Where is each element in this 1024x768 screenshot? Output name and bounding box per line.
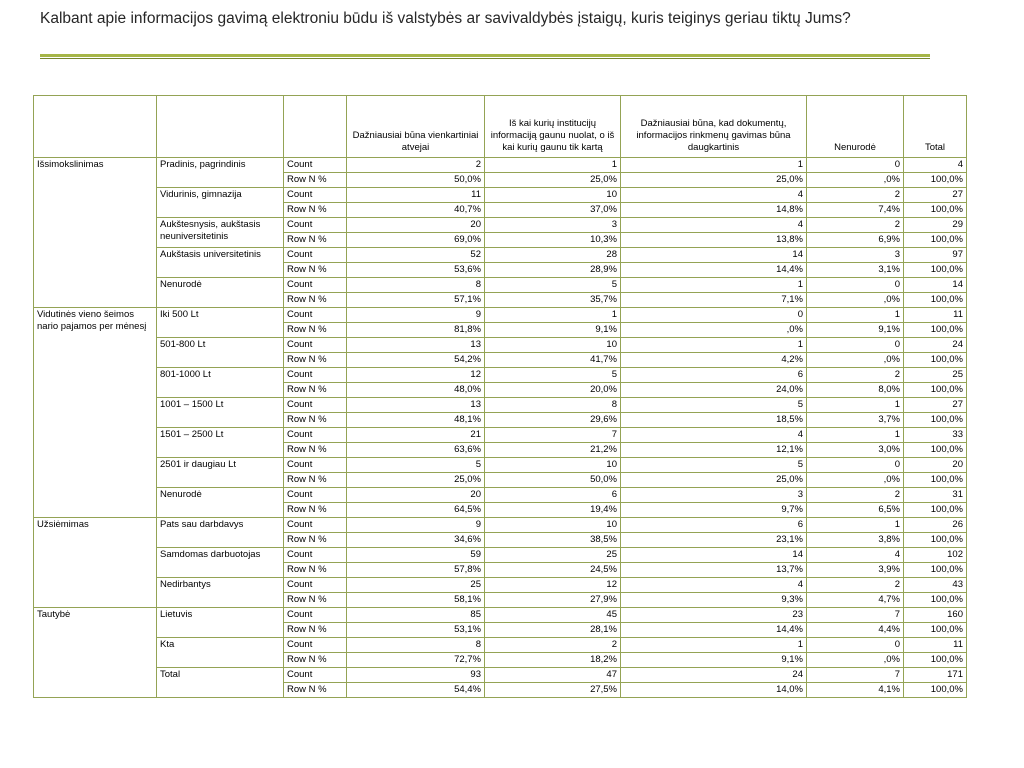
category-cell: Aukštesnysis, aukštasis neuniversitetinis <box>157 218 284 248</box>
measure-cell: Row N % <box>284 653 347 668</box>
value-cell: 4 <box>904 158 967 173</box>
category-cell: Iki 500 Lt <box>157 308 284 338</box>
table-row <box>34 668 967 683</box>
measure-cell: Row N % <box>284 683 347 698</box>
value-cell: 9 <box>347 518 485 533</box>
value-cell: 0 <box>807 458 904 473</box>
value-cell: 2 <box>347 158 485 173</box>
value-cell: 12 <box>347 368 485 383</box>
value-cell: 4 <box>621 188 807 203</box>
value-cell: 6 <box>621 518 807 533</box>
value-cell: 20 <box>347 218 485 233</box>
value-cell: ,0% <box>807 653 904 668</box>
value-cell: 3,8% <box>807 533 904 548</box>
col-header-nenurode: Nenurodė <box>807 96 904 158</box>
value-cell: 1 <box>621 338 807 353</box>
value-cell: 25,0% <box>347 473 485 488</box>
value-cell: 14 <box>904 278 967 293</box>
value-cell: 59 <box>347 548 485 563</box>
category-cell: 501-800 Lt <box>157 338 284 368</box>
value-cell: 23 <box>621 608 807 623</box>
value-cell: 6,5% <box>807 503 904 518</box>
value-cell: 10 <box>485 518 621 533</box>
value-cell: 100,0% <box>904 173 967 188</box>
value-cell: 1 <box>807 428 904 443</box>
value-cell: 27,5% <box>485 683 621 698</box>
measure-cell: Count <box>284 518 347 533</box>
measure-cell: Count <box>284 398 347 413</box>
table-row <box>34 308 967 323</box>
category-cell: Samdomas darbuotojas <box>157 548 284 578</box>
value-cell: 160 <box>904 608 967 623</box>
value-cell: 25 <box>904 368 967 383</box>
value-cell: 10 <box>485 338 621 353</box>
value-cell: 171 <box>904 668 967 683</box>
measure-cell: Row N % <box>284 563 347 578</box>
value-cell: 100,0% <box>904 503 967 518</box>
value-cell: 2 <box>807 188 904 203</box>
measure-cell: Row N % <box>284 233 347 248</box>
category-cell: Vidurinis, gimnazija <box>157 188 284 218</box>
value-cell: 37,0% <box>485 203 621 218</box>
value-cell: 5 <box>347 458 485 473</box>
value-cell: 8 <box>347 278 485 293</box>
value-cell: 9,3% <box>621 593 807 608</box>
value-cell: 2 <box>485 638 621 653</box>
measure-cell: Count <box>284 188 347 203</box>
value-cell: 54,4% <box>347 683 485 698</box>
value-cell: 100,0% <box>904 293 967 308</box>
value-cell: 27 <box>904 188 967 203</box>
value-cell: 11 <box>904 308 967 323</box>
table-row <box>34 278 967 293</box>
measure-cell: Count <box>284 548 347 563</box>
value-cell: 28,1% <box>485 623 621 638</box>
value-cell: 100,0% <box>904 353 967 368</box>
col-header-some-institutions: Iš kai kurių institucijų informaciją gaunu nuolat, o iš kai kurių gaunu tik kartą <box>485 96 621 158</box>
group-cell: Išsimokslinimas <box>34 158 157 308</box>
value-cell: 100,0% <box>904 533 967 548</box>
value-cell: 57,8% <box>347 563 485 578</box>
table-row <box>34 578 967 593</box>
value-cell: 4,2% <box>621 353 807 368</box>
measure-cell: Count <box>284 608 347 623</box>
value-cell: 3,0% <box>807 443 904 458</box>
value-cell: 21,2% <box>485 443 621 458</box>
measure-cell: Count <box>284 638 347 653</box>
value-cell: 18,2% <box>485 653 621 668</box>
slide-title: Kalbant apie informacijos gavimą elektroniu būdu iš valstybės ar savivaldybės įstaigų, kuris teiginys geriau tiktų Jums? <box>40 10 851 27</box>
value-cell: 9,7% <box>621 503 807 518</box>
value-cell: 13,7% <box>621 563 807 578</box>
value-cell: 20 <box>904 458 967 473</box>
value-cell: 33 <box>904 428 967 443</box>
table-row <box>34 368 967 383</box>
value-cell: 3 <box>807 248 904 263</box>
value-cell: 20,0% <box>485 383 621 398</box>
col-header-group <box>34 96 157 158</box>
value-cell: 8 <box>485 398 621 413</box>
category-cell: Pradinis, pagrindinis <box>157 158 284 188</box>
measure-cell: Count <box>284 458 347 473</box>
value-cell: 24,0% <box>621 383 807 398</box>
value-cell: 100,0% <box>904 593 967 608</box>
value-cell: 47 <box>485 668 621 683</box>
value-cell: 26 <box>904 518 967 533</box>
measure-cell: Row N % <box>284 443 347 458</box>
category-cell: Nedirbantys <box>157 578 284 608</box>
measure-cell: Row N % <box>284 353 347 368</box>
col-header-multiple: Dažniausiai būna, kad dokumentų, informacijos rinkmenų gavimas būna daugkartinis <box>621 96 807 158</box>
measure-cell: Row N % <box>284 533 347 548</box>
value-cell: 24 <box>621 668 807 683</box>
measure-cell: Row N % <box>284 203 347 218</box>
value-cell: 53,6% <box>347 263 485 278</box>
value-cell: 14,4% <box>621 263 807 278</box>
value-cell: 21 <box>347 428 485 443</box>
measure-cell: Count <box>284 368 347 383</box>
value-cell: 28,9% <box>485 263 621 278</box>
col-header-total: Total <box>904 96 967 158</box>
value-cell: 2 <box>807 368 904 383</box>
value-cell: 93 <box>347 668 485 683</box>
value-cell: 25,0% <box>621 173 807 188</box>
value-cell: 72,7% <box>347 653 485 668</box>
measure-cell: Count <box>284 278 347 293</box>
value-cell: 0 <box>807 638 904 653</box>
value-cell: 12,1% <box>621 443 807 458</box>
value-cell: 100,0% <box>904 383 967 398</box>
value-cell: 100,0% <box>904 413 967 428</box>
measure-cell: Row N % <box>284 173 347 188</box>
measure-cell: Row N % <box>284 503 347 518</box>
header-row <box>34 96 967 158</box>
value-cell: 1 <box>621 638 807 653</box>
value-cell: 41,7% <box>485 353 621 368</box>
category-cell: Pats sau darbdavys <box>157 518 284 548</box>
value-cell: 54,2% <box>347 353 485 368</box>
crosstab-table <box>33 95 967 698</box>
value-cell: 7 <box>807 668 904 683</box>
value-cell: 1 <box>485 308 621 323</box>
category-cell: 2501 ir daugiau Lt <box>157 458 284 488</box>
value-cell: 10 <box>485 458 621 473</box>
value-cell: 2 <box>807 218 904 233</box>
title-rule-thin-line <box>40 58 930 59</box>
measure-cell: Row N % <box>284 623 347 638</box>
measure-cell: Count <box>284 218 347 233</box>
value-cell: 9,1% <box>485 323 621 338</box>
value-cell: 9,1% <box>807 323 904 338</box>
category-cell: 801-1000 Lt <box>157 368 284 398</box>
title-rule-thick-line <box>40 54 930 57</box>
category-cell: Lietuvis <box>157 608 284 638</box>
value-cell: 0 <box>807 158 904 173</box>
table-row <box>34 638 967 653</box>
value-cell: 100,0% <box>904 233 967 248</box>
group-cell: Užsiėmimas <box>34 518 157 608</box>
value-cell: 25,0% <box>485 173 621 188</box>
value-cell: 3 <box>485 218 621 233</box>
value-cell: ,0% <box>621 323 807 338</box>
measure-cell: Count <box>284 248 347 263</box>
value-cell: ,0% <box>807 173 904 188</box>
measure-cell: Count <box>284 668 347 683</box>
value-cell: 3,1% <box>807 263 904 278</box>
category-cell: Kta <box>157 638 284 668</box>
table-row <box>34 488 967 503</box>
measure-cell: Row N % <box>284 323 347 338</box>
value-cell: 5 <box>621 398 807 413</box>
value-cell: 100,0% <box>904 263 967 278</box>
title-rule <box>40 54 930 59</box>
col-header-measure <box>284 96 347 158</box>
measure-cell: Row N % <box>284 473 347 488</box>
value-cell: 28 <box>485 248 621 263</box>
value-cell: 1 <box>807 518 904 533</box>
value-cell: 102 <box>904 548 967 563</box>
value-cell: 1 <box>621 158 807 173</box>
value-cell: ,0% <box>807 293 904 308</box>
value-cell: 100,0% <box>904 443 967 458</box>
value-cell: ,0% <box>807 473 904 488</box>
table-row <box>34 398 967 413</box>
value-cell: 8 <box>347 638 485 653</box>
value-cell: 4 <box>621 578 807 593</box>
value-cell: 57,1% <box>347 293 485 308</box>
value-cell: 18,5% <box>621 413 807 428</box>
value-cell: 29 <box>904 218 967 233</box>
value-cell: 8,0% <box>807 383 904 398</box>
value-cell: 81,8% <box>347 323 485 338</box>
measure-cell: Row N % <box>284 383 347 398</box>
measure-cell: Row N % <box>284 593 347 608</box>
table-row <box>34 248 967 263</box>
value-cell: 2 <box>807 488 904 503</box>
value-cell: 25 <box>485 548 621 563</box>
category-cell: 1001 – 1500 Lt <box>157 398 284 428</box>
value-cell: 5 <box>485 278 621 293</box>
measure-cell: Count <box>284 428 347 443</box>
value-cell: 6,9% <box>807 233 904 248</box>
value-cell: 1 <box>485 158 621 173</box>
value-cell: 4 <box>807 548 904 563</box>
value-cell: 10 <box>485 188 621 203</box>
category-cell: 1501 – 2500 Lt <box>157 428 284 458</box>
value-cell: 3,9% <box>807 563 904 578</box>
value-cell: 5 <box>621 458 807 473</box>
value-cell: 6 <box>621 368 807 383</box>
value-cell: 100,0% <box>904 623 967 638</box>
value-cell: 7 <box>485 428 621 443</box>
value-cell: 100,0% <box>904 473 967 488</box>
measure-cell: Count <box>284 338 347 353</box>
value-cell: 14,0% <box>621 683 807 698</box>
value-cell: 19,4% <box>485 503 621 518</box>
value-cell: 27,9% <box>485 593 621 608</box>
category-cell: Total <box>157 668 284 698</box>
value-cell: 14 <box>621 248 807 263</box>
group-cell: Tautybė <box>34 608 157 698</box>
value-cell: 24,5% <box>485 563 621 578</box>
value-cell: 38,5% <box>485 533 621 548</box>
value-cell: 0 <box>621 308 807 323</box>
table-row <box>34 458 967 473</box>
value-cell: 100,0% <box>904 563 967 578</box>
value-cell: 5 <box>485 368 621 383</box>
value-cell: 1 <box>621 278 807 293</box>
value-cell: 52 <box>347 248 485 263</box>
value-cell: 3,7% <box>807 413 904 428</box>
value-cell: 14,8% <box>621 203 807 218</box>
value-cell: 35,7% <box>485 293 621 308</box>
measure-cell: Row N % <box>284 293 347 308</box>
measure-cell: Row N % <box>284 263 347 278</box>
category-cell: Nenurodė <box>157 488 284 518</box>
table-body <box>34 158 967 698</box>
value-cell: 24 <box>904 338 967 353</box>
value-cell: 13 <box>347 338 485 353</box>
table-row <box>34 428 967 443</box>
value-cell: 85 <box>347 608 485 623</box>
value-cell: 50,0% <box>485 473 621 488</box>
measure-cell: Row N % <box>284 413 347 428</box>
value-cell: 25,0% <box>621 473 807 488</box>
category-cell: Nenurodė <box>157 278 284 308</box>
value-cell: 4 <box>621 428 807 443</box>
value-cell: 69,0% <box>347 233 485 248</box>
value-cell: 97 <box>904 248 967 263</box>
value-cell: 13,8% <box>621 233 807 248</box>
value-cell: 9 <box>347 308 485 323</box>
value-cell: 63,6% <box>347 443 485 458</box>
value-cell: 4,1% <box>807 683 904 698</box>
value-cell: 4,7% <box>807 593 904 608</box>
value-cell: 1 <box>807 398 904 413</box>
table-row <box>34 188 967 203</box>
group-cell: Vidutinės vieno šeimos nario pajamos per mėnesį <box>34 308 157 518</box>
value-cell: 53,1% <box>347 623 485 638</box>
table-row <box>34 338 967 353</box>
value-cell: 20 <box>347 488 485 503</box>
value-cell: 11 <box>347 188 485 203</box>
value-cell: 50,0% <box>347 173 485 188</box>
value-cell: 12 <box>485 578 621 593</box>
col-header-category <box>157 96 284 158</box>
value-cell: 23,1% <box>621 533 807 548</box>
value-cell: 0 <box>807 338 904 353</box>
value-cell: 13 <box>347 398 485 413</box>
value-cell: 25 <box>347 578 485 593</box>
value-cell: 48,0% <box>347 383 485 398</box>
value-cell: 31 <box>904 488 967 503</box>
measure-cell: Count <box>284 488 347 503</box>
measure-cell: Count <box>284 578 347 593</box>
measure-cell: Count <box>284 308 347 323</box>
value-cell: 40,7% <box>347 203 485 218</box>
value-cell: ,0% <box>807 353 904 368</box>
value-cell: 9,1% <box>621 653 807 668</box>
table-row <box>34 158 967 173</box>
value-cell: 10,3% <box>485 233 621 248</box>
value-cell: 14,4% <box>621 623 807 638</box>
value-cell: 11 <box>904 638 967 653</box>
value-cell: 6 <box>485 488 621 503</box>
value-cell: 7 <box>807 608 904 623</box>
table-row <box>34 518 967 533</box>
value-cell: 100,0% <box>904 683 967 698</box>
value-cell: 27 <box>904 398 967 413</box>
table-row <box>34 548 967 563</box>
value-cell: 58,1% <box>347 593 485 608</box>
value-cell: 45 <box>485 608 621 623</box>
value-cell: 4,4% <box>807 623 904 638</box>
value-cell: 100,0% <box>904 653 967 668</box>
value-cell: 14 <box>621 548 807 563</box>
value-cell: 7,4% <box>807 203 904 218</box>
category-cell: Aukštasis universitetinis <box>157 248 284 278</box>
table-row <box>34 218 967 233</box>
value-cell: 64,5% <box>347 503 485 518</box>
value-cell: 29,6% <box>485 413 621 428</box>
value-cell: 1 <box>807 308 904 323</box>
value-cell: 100,0% <box>904 203 967 218</box>
measure-cell: Count <box>284 158 347 173</box>
value-cell: 43 <box>904 578 967 593</box>
value-cell: 100,0% <box>904 323 967 338</box>
col-header-onetime: Dažniausiai būna vienkartiniai atvejai <box>347 96 485 158</box>
table-row <box>34 608 967 623</box>
value-cell: 4 <box>621 218 807 233</box>
value-cell: 2 <box>807 578 904 593</box>
value-cell: 34,6% <box>347 533 485 548</box>
value-cell: 0 <box>807 278 904 293</box>
value-cell: 3 <box>621 488 807 503</box>
value-cell: 48,1% <box>347 413 485 428</box>
value-cell: 7,1% <box>621 293 807 308</box>
